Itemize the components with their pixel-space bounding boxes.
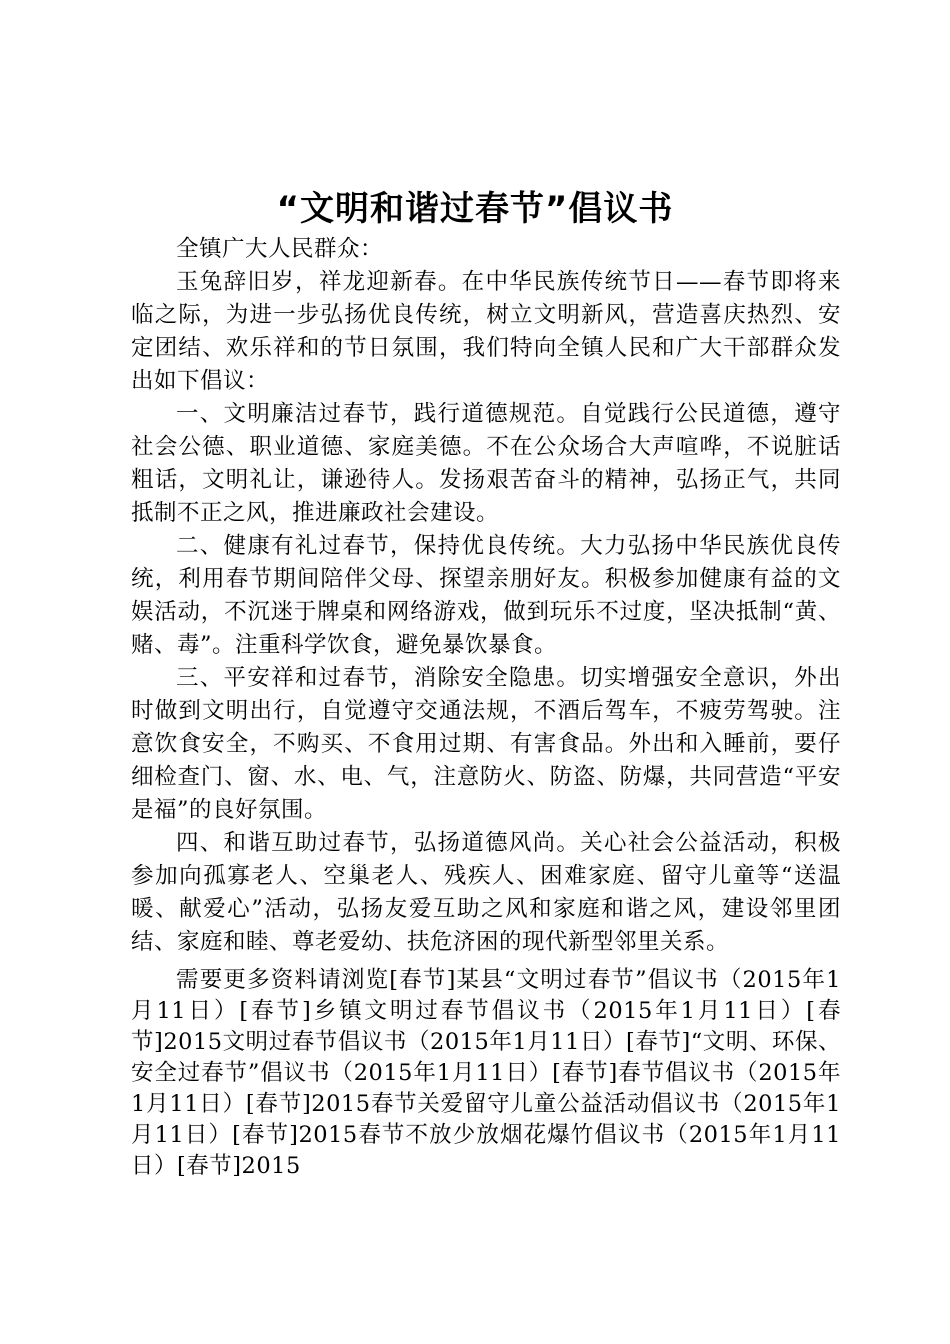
- document-body: [131, 233, 841, 1182]
- salutation: 全镇广大人民群众：: [176, 236, 384, 262]
- proposal-paragraph-3: 三、平安祥和过春节，消除安全隐患。切实增强安全意识，外出时做到文明出行，自觉遵守交通法规，不酒后驾车，不疲劳驾驶。注意饮食安全，不购买、不食用过期、有害食品。外出和入睡前，要仔细检查门、窗、水、电、气，注意防火、防盗、防爆，共同营造“平安是福”的良好氛围。: [131, 665, 841, 823]
- document-title: “文明和谐过春节”倡议书: [276, 189, 674, 229]
- proposal-paragraph-2: 二、健康有礼过春节，保持优良传统。大力弘扬中华民族优良传统，利用春节期间陪伴父母、探望亲朋好友。积极参加健康有益的文娱活动，不沉迷于牌桌和网络游戏，做到玩乐不过度，坚决抵制“黄、赌、毒”。注重科学饮食，避免暴饮暴食。: [131, 533, 841, 658]
- proposal-paragraph-1: 一、文明廉洁过春节，践行道德规范。自觉践行公民道德，遵守社会公德、职业道德、家庭美德。不在公众场合大声喧哗，不说脏话粗话，文明礼让，谦逊待人。发扬艰苦奋斗的精神，弘扬正气，共同抵制不正之风，推进廉政社会建设。: [131, 401, 841, 526]
- intro-paragraph: 玉兔辞旧岁，祥龙迎新春。在中华民族传统节日——春节即将来临之际，为进一步弘扬优良传统，树立文明新风，营造喜庆热烈、安定团结、欢乐祥和的节日氛围，我们特向全镇人民和广大干部群众发出如下倡议：: [131, 269, 841, 394]
- proposal-paragraph-4: 四、和谐互助过春节，弘扬道德风尚。关心社会公益活动，积极参加向孤寡老人、空巢老人、残疾人、困难家庭、留守儿童等“送温暖、献爱心”活动，弘扬友爱互助之风和家庭和谐之风，建设邻里团结、家庭和睦、尊老爱幼、扶危济困的现代新型邻里关系。: [131, 830, 841, 955]
- more-resources-paragraph: 需要更多资料请浏览[春节]某县“文明过春节”倡议书（2015年1月11日）[春节]乡镇文明过春节倡议书（2015年1月11日）[春节]2015文明过春节倡议书（2015年1月11日）[春节]“文明、环保、安全过春节”倡议书（2015年1月11日）[春节]春节倡议书（2015年1月11日）[春节]2015春节关爱留守儿童公益活动倡议书（2015年1月11日）[春节]2015春节不放少放烟花爆竹倡议书（2015年1月11日）[春节]2015: [131, 967, 841, 1179]
